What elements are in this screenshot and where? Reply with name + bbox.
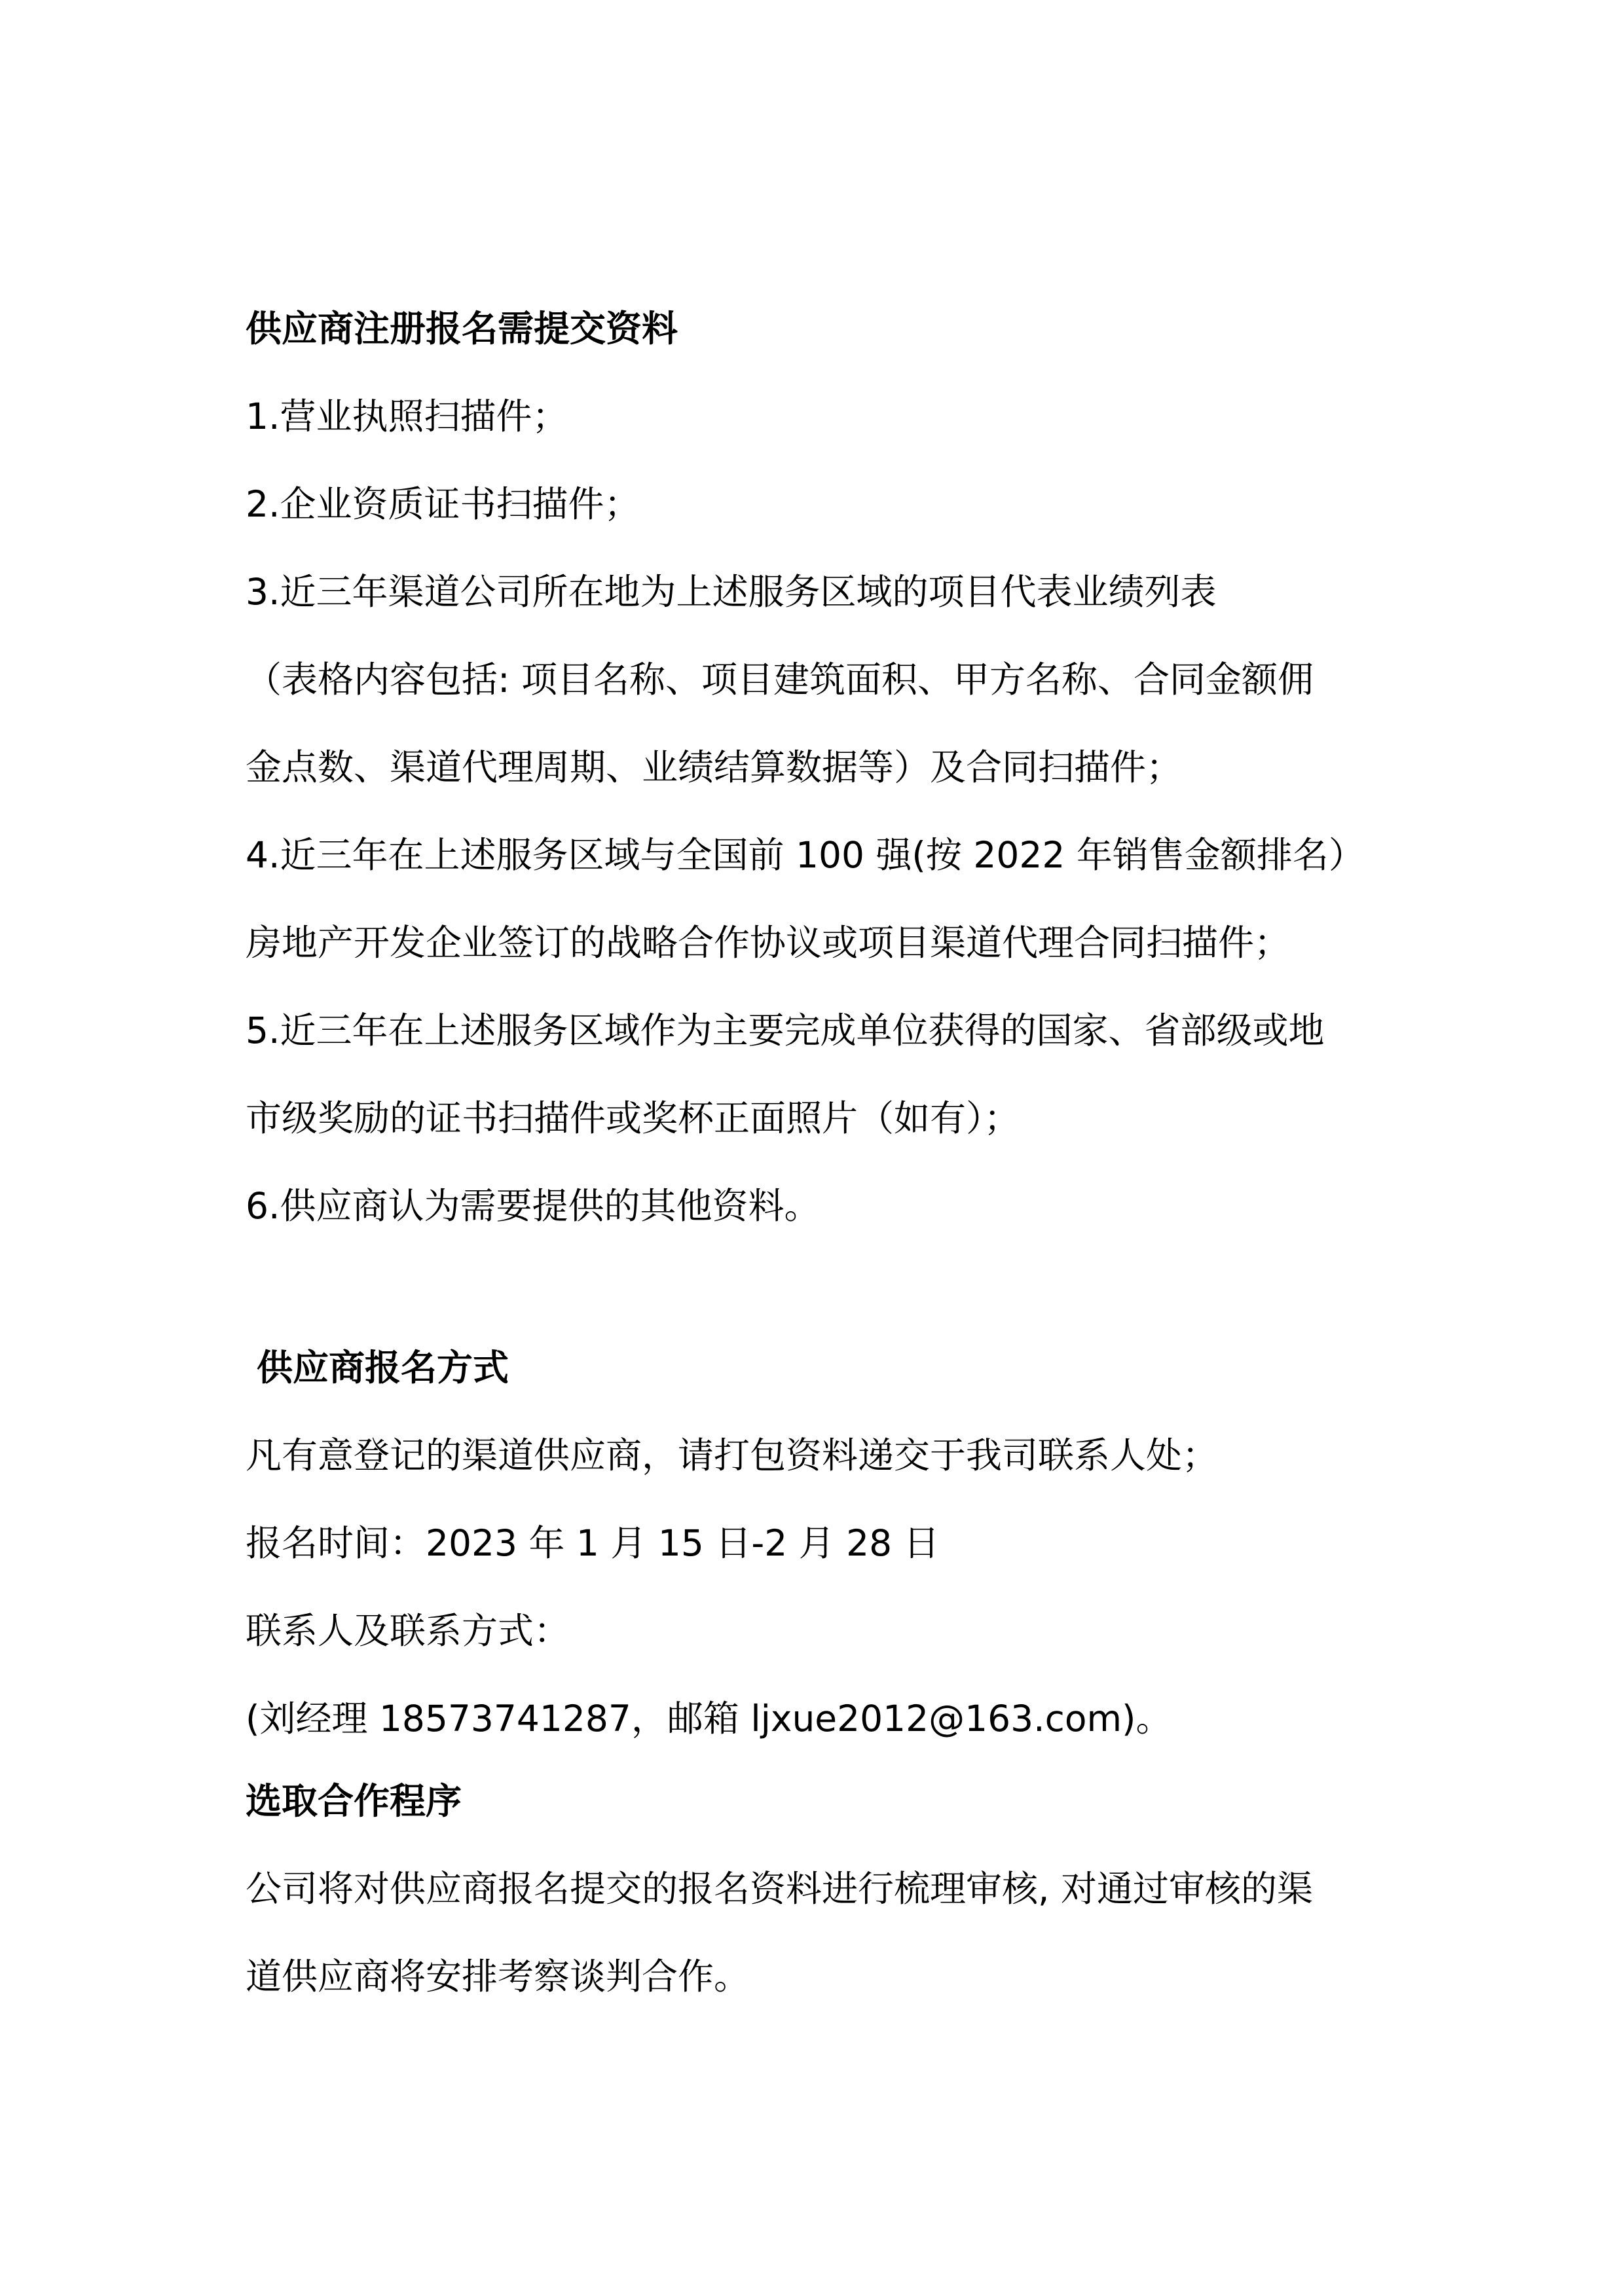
section-heading-registration-method: 供应商报名方式 [257, 1347, 509, 1389]
list-item-strategic-agreement: 4.近三年在上述服务区域与全国前 100 强(按 2022 年销售金额排名） [246, 834, 1365, 876]
list-item-business-license: 1.营业执照扫描件； [246, 395, 568, 437]
paragraph-selection-review: 公司将对供应商报名提交的报名资料进行梳理审核, 对通过审核的渠 [246, 1868, 1313, 1910]
paragraph-selection-review-cont: 道供应商将安排考察谈判合作。 [246, 1956, 750, 1997]
section-heading-registration-materials: 供应商注册报名需提交资料 [246, 308, 678, 350]
list-item-performance-list: 3.近三年渠道公司所在地为上述服务区域的项目代表业绩列表 [246, 571, 1217, 613]
list-item-awards: 5.近三年在上述服务区域作为主要完成单位获得的国家、省部级或地 [246, 1010, 1325, 1051]
paragraph-contact-label: 联系人及联系方式： [246, 1610, 570, 1652]
paragraph-submission-instruction: 凡有意登记的渠道供应商，请打包资料递交于我司联系人处； [246, 1434, 1219, 1476]
paragraph-registration-period: 报名时间：2023 年 1 月 15 日-2 月 28 日 [246, 1522, 940, 1564]
list-item-strategic-agreement-cont: 房地产开发企业签订的战略合作协议或项目渠道代理合同扫描件； [246, 922, 1291, 964]
list-item-qualification-certificate: 2.企业资质证书扫描件； [246, 483, 640, 525]
list-item-performance-list-cont-2: 金点数、渠道代理周期、业绩结算数据等）及合同扫描件； [246, 746, 1183, 788]
paragraph-contact-details: (刘经理 18573741287，邮箱 ljxue2012@163.com)。 [246, 1698, 1172, 1740]
list-item-awards-cont: 市级奖励的证书扫描件或奖杯正面照片（如有）； [246, 1097, 1020, 1139]
list-item-performance-list-cont-1: （表格内容包括: 项目名称、项目建筑面积、甲方名称、合同金额佣 [246, 659, 1314, 701]
list-item-other-materials: 6.供应商认为需要提供的其他资料。 [246, 1185, 821, 1227]
section-heading-selection-procedure: 选取合作程序 [246, 1780, 462, 1822]
